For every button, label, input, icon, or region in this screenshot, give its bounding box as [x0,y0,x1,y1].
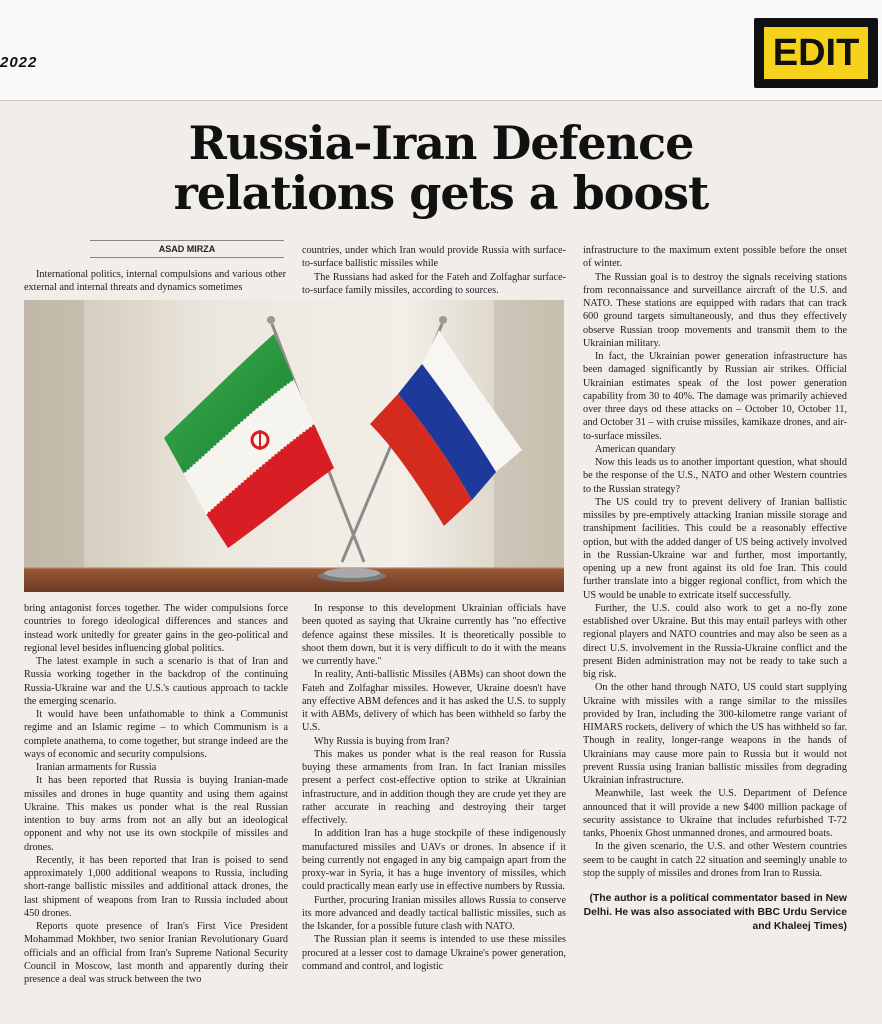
paragraph: infrastructure to the maximum extent possible before the onset of winter. [583,245,847,270]
column-1-bottom [24,602,288,986]
paragraph: This makes us ponder what is the real reason for Russia buying these armaments from Iran. In fact Iranian missiles present a perfect cost-effective option to strike at Ukrainian infrastructure, and in addition though they are crude yet they are rather accurate in reaching and destroying their target effectively. [302,748,566,826]
paragraph: Further, procuring Iranian missiles allows Russia to conserve its more advanced and deadly tactical ballistic missiles, such as the Iskander, for a possible future clash with NATO. [302,894,566,932]
paragraph: In the given scenario, the U.S. and other Western countries seem to be caught in catch 22 situation and seemingly unable to stop the supply of missiles and drones from Iran to Russia. [583,841,847,879]
paragraph: American quandary [595,443,676,455]
paragraph: International politics, internal compulsions and various other external and internal threats and dynamics sometimes [24,269,286,294]
article-photo [24,300,564,592]
flags-illustration [24,300,564,592]
header-divider [0,100,882,101]
section-badge [754,18,878,88]
paragraph: Why Russia is buying from Iran? [314,735,450,747]
paragraph: In reality, Anti-ballistic Missiles (ABMs) can shoot down the Fateh and Zolfaghar missiles. However, Ukraine doesn't have any effective ABM defences and it has asked the U.S. to supply it with ABMs, delivery of which has been withheld so farby the U.S. [302,669,566,734]
paragraph: Recently, it has been reported that Iran is poised to send approximately 1,000 additional weapons to Russia, including short-range ballistic missiles and additional attack drones, the last shipment of weapons from Iran to Russia included about 450 drones. [24,854,288,919]
paragraph: The US could try to prevent delivery of Iranian ballistic missiles by pre-emptively attacking Iranian missile storage and transhipment facilities. This could be a reasonably effective option, but with the added danger of US being actively involved in the Russian-Ukraine war and further, most importantly, opening up a new front against its old foe Iran. This could further translate into a bigger regional conflict, from which the US would be unable to extricate itself successfully. [583,496,847,601]
page-header [0,0,882,100]
paragraph: countries, under which Iran would provide Russia with surface-to-surface ballistic missiles while [302,245,566,270]
issue-date: 2022 [0,54,38,71]
column-2-top [302,244,566,297]
paragraph: Further, the U.S. could also work to get a no-fly zone established over Ukraine. But this may entail parleys with other regional players and NATO countries and may also be seen as a direct U.S. involvement in the Russia-Ukraine conflict and the present Biden administration may not be ready to take such a big risk. [583,602,847,680]
paragraph: On the other hand through NATO, US could start supplying Ukraine with missiles with a range similar to the missiles provided by Iran, including the 300-kilometre range variant of HIMARS rockets, delivery of which the US has withheld so far. Though in reality, longer-range weapons in the hands of Ukrainians may cause more pain to Russia but it would not prevent Russia using Iranian ballistic missiles from degrading Ukrainian infrastructure. [583,682,847,786]
paragraph: The Russian goal is to destroy the signals receiving stations from reconnaissance and surveillance aircraft of the U.S. and NATO. These stations are equipped with radars that can track 600 ground targets simultaneously, and thus they effectively observe Russian troop movements and transmit them to the Ukrainian military. [583,271,847,349]
column-2-bottom [302,602,566,973]
paragraph: It has been reported that Russia is buying Iranian-made missiles and drones in huge quantity and using them against Ukraine. This makes us ponder what is the real Russian intention to buy arms from not an ally but an ideological opponent and why not use its own stockpile of missiles and drones. [24,775,288,853]
paragraph: In addition Iran has a huge stockpile of these indigenously manufactured missiles and UAVs or drones. In absence if it being currently not engaged in any big campaign apart from the proxy-war in Syria, it has a huge inventory of missiles, which could practically mean early use in effective numbers by Russia. [302,828,566,893]
paragraph: In fact, the Ukrainian power generation infrastructure has been damaged significantly by Russian air strikes. Official Ukrainian estimates speak of the lost power generation capability from 30 to 40%. The damage was primarily achieved over three days od these attacks on – October 10, October 11, and October 31 – with cruise missiles, kamikaze drones, and air-to-surface missiles. [583,351,847,442]
paragraph: bring antagonist forces together. The wider compulsions force countries to forego ideological differences and stances and instead work unitedly for greater gains in the geo-political and regional level besides influencing global politics. [24,603,288,654]
paragraph: Now this leads us to another important question, what should be the response of the U.S., NATO and other Western countries to the Russian strategy? [583,457,847,495]
paragraph: Meanwhile, last week the U.S. Department of Defence announced that it will provide a new $400 million package of security assistance to Ukraine that includes refurbished T-72 tanks, Phoenix Ghost unmanned drones, and armoured boats. [583,788,847,839]
author-note: (The author is a political commentator based in New Delhi. He was also associated with BBC Urdu Service and Khaleej Times) [583,893,847,932]
column-3 [583,244,847,934]
paragraph: It would have been unfathomable to think a Communist regime and an Islamic regime – to which Communism is a complete anathema, to come together, but strange indeed are the ways of economic and security compulsions. [24,709,288,760]
paragraph: The latest example in such a scenario is that of Iran and Russia working together in the backdrop of the continuing Russia-Ukraine war and the U.S.'s cautious approach to tackle the emerging scenario. [24,656,288,707]
section-label: EDIT [764,27,868,79]
paragraph: In response to this development Ukrainian officials have been quoted as saying that Ukraine currently has "no effective defence against these missiles. It is theoretically possible to shoot them down, but it is very difficult to do it with the means we currently have." [302,603,566,667]
article-headline: Russia-Iran Defence relations gets a boost [173,116,709,220]
paragraph: The Russians had asked for the Fateh and Zolfaghar surface-to-surface family missiles, according to sources. [302,271,566,296]
column-1-top [24,268,286,295]
author-byline: ASAD MIRZA [90,240,284,258]
paragraph: Reports quote presence of Iran's First Vice President Mohammad Mokhber, two senior Iranian Revolutionary Guard officials and an official from Iran's Supreme National Security Council in Moscow, last month and apparently during their presence a deal was struck between the two [24,921,288,985]
paragraph: The Russian plan it seems is intended to use these missiles procured at a lesser cost to damage Ukraine's power generation, command and control, and logistic [302,934,566,972]
paragraph: Iranian armaments for Russia [36,762,157,773]
